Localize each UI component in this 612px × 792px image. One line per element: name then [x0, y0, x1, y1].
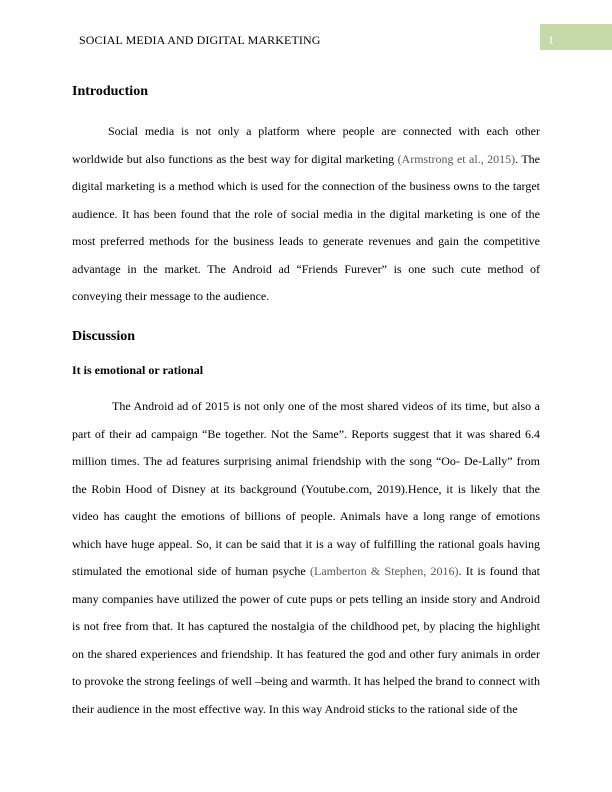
discussion-text-a: The Android ad of 2015 is not only one of the most shared videos of its time, but also a part of their ad campaign “Be together. Not the Same”. Reports suggest that it was shared 6.4 million times. The ad features surprising animal friendship with the song “Oo- De-Lally” from the Robin Hood of Disney at its background (Youtube.com, 2019).Hence, it is likely that the video has caught the emotions of billions of people. Animals have a long range of emotions which have huge appeal. So, it can be said that it is a way of fulfilling the rational goals having stimulated the emotional side of human psyche — [72, 399, 540, 578]
discussion-heading: Discussion — [72, 329, 136, 344]
intro-text-b: . The digital marketing is a method which is used for the connection of the business owns to the target audience. It has been found that the role of social media in the digital marketing is one of the most preferred methods for the business leads to generate revenues and gain the competitive advantage in the market. The Android ad “Friends Furever” is one such cute method of conveying their message to the audience. — [72, 151, 540, 303]
introduction-paragraph — [72, 118, 540, 311]
discussion-paragraph — [72, 393, 540, 723]
running-head: SOCIAL MEDIA AND DIGITAL MARKETING — [79, 33, 321, 47]
introduction-heading: Introduction — [72, 84, 148, 99]
discussion-subheading: It is emotional or rational — [72, 363, 204, 377]
intro-text-a: Social media is not only a platform where people are connected with each other worldwide but also functions as the best way for digital marketing — [72, 124, 540, 166]
intro-citation: (Armstrong et al., 2015) — [397, 151, 516, 166]
discussion-citation: (Lamberton & Stephen, 2016) — [310, 564, 459, 578]
discussion-text-b: . It is found that many companies have utilized the power of cute pups or pets telling an inside story and Android is not free from that. It has captured the nostalgia of the childhood pet, by placing the highlight on the shared experiences and friendship. It has featured the god and other fury animals in order to provoke the strong feelings of well –being and warmth. It has helped the brand to connect with their audience in the most effective way. In this way Android sticks to the rational side of the — [72, 564, 541, 716]
page-number: 1 — [548, 33, 554, 47]
